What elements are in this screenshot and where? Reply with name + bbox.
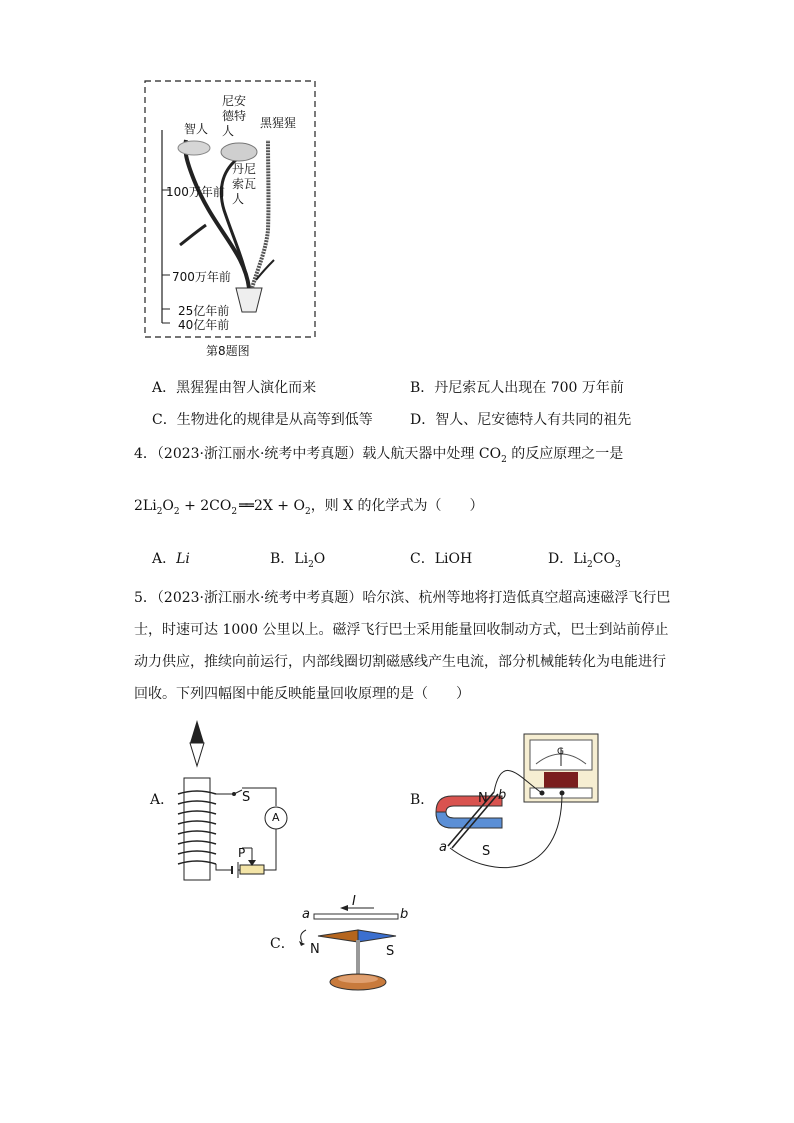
- opt-sub: 3: [614, 559, 621, 570]
- label-denisovan: [232, 162, 256, 207]
- opt-tail: CO: [592, 551, 615, 567]
- fig-b-g-label: G: [557, 747, 564, 757]
- opt-tail: O: [313, 551, 326, 567]
- fig-b-n-label: N: [478, 791, 488, 806]
- q3-option-d: D．智人、尼安德特人有共同的祖先: [410, 412, 632, 428]
- q4-option-a: [152, 549, 190, 569]
- fig-a-electromagnet: [176, 718, 306, 888]
- fig-b-induction-setup: [432, 730, 604, 890]
- opt-label: B．Li: [270, 551, 309, 567]
- fig-c-s-label: S: [386, 944, 395, 959]
- fig-c-n-label: N: [310, 942, 320, 957]
- time-label-2500m: 25亿年前: [178, 304, 230, 318]
- q4-stem-text: 4．（2023·浙江丽水·统考中考真题）载人航天器中处理 CO: [134, 446, 502, 462]
- q5-line-3: 动力供应，推续向前运行，内部线圈切割磁感线产生电流，部分机械能转化为电能进行: [134, 654, 666, 670]
- q4-stem-tail: 的反应原理之一是: [506, 446, 624, 462]
- fig-a-p-label: P: [238, 846, 246, 860]
- figure-caption: 第8题图: [206, 344, 250, 358]
- eq-part: 2Li: [134, 498, 157, 514]
- q4-equation: [134, 496, 484, 522]
- eq-part: + 2CO: [179, 498, 232, 514]
- eq-arrow: ══: [239, 498, 252, 514]
- label-neanderthal: [222, 94, 246, 139]
- fig-b-label: B．: [410, 792, 435, 808]
- label-neanderthal-3: 人: [222, 124, 235, 138]
- label-neanderthal-2: 德特: [222, 109, 247, 123]
- q5-line-1: 5．（2023·浙江丽水·统考中考真题）哈尔滨、杭州等地将打造低真空超高速磁浮飞行巴: [134, 590, 671, 606]
- label-denisovan-3: 人: [232, 192, 245, 206]
- eq-sub: 2: [156, 506, 163, 517]
- q4-option-b: [270, 549, 325, 575]
- q5-line-4: 回收。下列四幅图中能反映能量回收原理的是（ ）: [134, 686, 470, 702]
- opt-label: A．: [152, 551, 177, 567]
- time-label-1m: 100万年前: [166, 185, 225, 199]
- q4-stem-sub: 2: [501, 454, 507, 465]
- opt-value: Li: [176, 551, 190, 567]
- fig-a-switch-label: S: [242, 790, 251, 805]
- label-neanderthal-1: 尼安: [222, 94, 247, 108]
- q3-option-a: A．黑猩猩由智人演化而来: [152, 380, 317, 396]
- fig-c-b-label: b: [400, 907, 409, 922]
- opt-label: D．Li: [548, 551, 587, 567]
- fig-c-current-label: I: [352, 894, 356, 909]
- fig-c-a-label: a: [302, 907, 310, 922]
- q3-option-b: B．丹尼索瓦人出现在 700 万年前: [410, 380, 624, 396]
- fig-c-label: C．: [270, 936, 295, 952]
- eq-part: O: [162, 498, 174, 514]
- fig-b-a-label: a: [439, 840, 447, 855]
- q3-option-c: C．生物进化的规律是从高等到低等: [152, 412, 373, 428]
- eq-part: 2X + O: [253, 498, 305, 514]
- label-zhiren: 智人: [184, 122, 209, 136]
- q5-line-2: 士，时速可达 1000 公里以上。磁浮飞行巴士采用能量回收制动方式，巴士到站前停止: [134, 622, 669, 638]
- label-denisovan-1: 丹尼: [232, 162, 257, 176]
- label-denisovan-2: 索瓦: [232, 177, 257, 191]
- fig-b-b-label: b: [498, 788, 507, 803]
- q4-option-d: [548, 549, 621, 575]
- opt-sub: 2: [308, 559, 314, 570]
- fig-b-s-label: S: [482, 844, 491, 859]
- eq-sub: 2: [304, 506, 311, 517]
- q5-stem: [134, 582, 674, 710]
- time-label-7m: 700万年前: [172, 270, 231, 284]
- time-label-4000m: 40亿年前: [178, 318, 230, 332]
- q4-stem: [134, 444, 623, 470]
- eq-sub: 2: [231, 506, 238, 517]
- eq-tail: ，则 X 的化学式为（ ）: [310, 498, 484, 514]
- fig-a-label: A．: [150, 792, 175, 808]
- label-chimp: 黑猩猩: [260, 116, 297, 130]
- eq-sub: 2: [173, 506, 180, 517]
- q4-option-c: C．LiOH: [410, 551, 473, 567]
- opt-sub: 2: [587, 559, 593, 570]
- fig-a-ammeter-label: A: [272, 811, 280, 824]
